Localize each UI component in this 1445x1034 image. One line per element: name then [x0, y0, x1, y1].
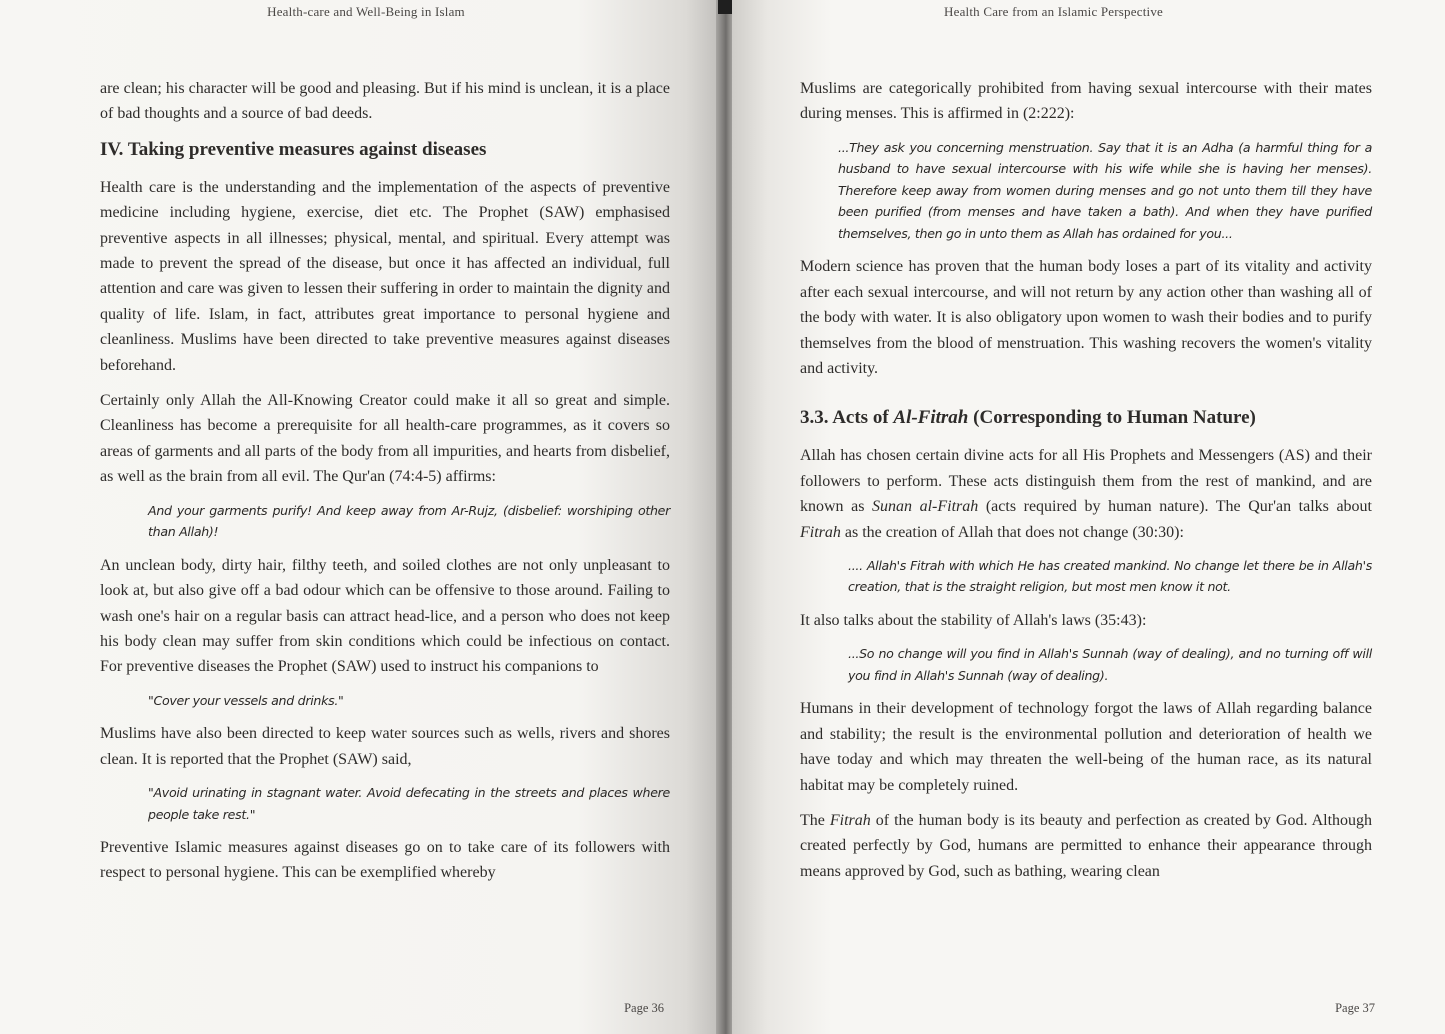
left-page-content [100, 76, 670, 896]
paragraph: Health care is the understanding and the implementation of the aspects of preventive medicine including hygiene, exercise, diet etc. The Prophet (SAW) emphasised preventive aspects in all illnesses; physical, mental, and spiritual. Every attempt was made to prevent the spread of the disease, but once it has affected an individual, full attention and care was given to lessen their suffering in order to maintain the dignity and quality of life. Islam, in fact, attributes great importance to personal hygiene and cleanliness. Muslims have been directed to take preventive measures against diseases beforehand. [100, 178, 670, 374]
quran-quote: And your garments purify! And keep away from Ar-Rujz, (disbelief: worshiping other than Allah)! [148, 502, 670, 540]
running-head-left: Health-care and Well-Being in Islam [267, 4, 465, 19]
heading-italic-term: Al-Fitrah [893, 407, 969, 429]
section-heading: IV. Taking preventive measures against diseases [100, 138, 487, 160]
paragraph: Certainly only Allah the All-Knowing Creator could make it all so great and simple. Cleanliness has become a prerequisite for all health-care programmes, as it covers so areas of garments and all parts of the body from all impurities, and hearts from disbelief, as well as the brain from all evil. The Qur'an (74:4-5) affirms: [100, 392, 670, 486]
paragraph: Muslims are categorically prohibited from having sexual intercourse with their mates during menses. This is affirmed in (2:222): [800, 80, 1372, 123]
paragraph: It also talks about the stability of Allah's laws (35:43): [800, 611, 1147, 629]
text-run: of the human body is its beauty and perfection as created by God. Although created perfectly by God, humans are permitted to enhance their appearance through means approved by God, such as bathing, wearing clean [800, 812, 1373, 880]
paragraph: Muslims have also been directed to keep water sources such as wells, rivers and shores clean. It is reported that the Prophet (SAW) said, [100, 725, 670, 768]
italic-term: Fitrah [800, 523, 841, 541]
text-run: as the creation of Allah that does not change (30:30): [840, 523, 1184, 541]
paragraph: Preventive Islamic measures against diseases go on to take care of its followers with respect to personal hygiene. This can be exemplified whereby [100, 839, 670, 882]
paragraph: An unclean body, dirty hair, filthy teeth, and soiled clothes are not only unpleasant to look at, but also give off a bad odour which can be offensive to those around. Failing to wash one's hair on a regular basis can attract head-lice, and a person who does not keep his body clean may suffer from skin conditions which could be infectious on contact. For preventive diseases the Prophet (SAW) used to instruct his companions to [100, 556, 670, 676]
running-head-right: Health Care from an Islamic Perspective [944, 4, 1163, 19]
right-page-content [800, 76, 1372, 894]
right-page [732, 0, 1445, 1034]
paragraph: are clean; his character will be good and pleasing. But if his mind is unclean, it is a place of bad thoughts and a source of bad deeds. [100, 80, 670, 123]
text-run: The [800, 812, 830, 829]
quran-quote: ...So no change will you find in Allah's Sunnah (way of dealing), and no turning off will you find in Allah's Sunnah (way of dealing). [848, 646, 1372, 683]
quran-quote: .... Allah's Fitrah with which He has created mankind. No change let there be in Allah's creation, that is the straight religion, but most men know it not. [848, 557, 1372, 595]
quran-quote: ...They ask you concerning menstruation. Say that it is an Adha (a harmful thing for a husband to have sexual intercourse with his wife while she is having her menses). Therefore keep away from women during menses and go not unto them till they have been purified (from menses and have taken a bath). And when they have purified themselves, then go in unto them as Allah has ordained for you... [838, 139, 1372, 241]
hadith-quote: "Cover your vessels and drinks." [148, 692, 344, 708]
text-run: Allah has chosen certain divine acts for all His Prophets and Messengers (AS) and their followers to perform. These acts distinguish them from the rest of mankind, and are known as [800, 447, 1372, 516]
section-heading [800, 405, 1372, 431]
left-page [0, 0, 722, 1034]
italic-term: Sunan al-Fitrah [872, 498, 979, 516]
text-run: (acts required by human nature). The Qur'an talks about [978, 498, 1373, 516]
heading-text: 3.3. Acts of [800, 407, 894, 429]
heading-text: (Corresponding to Human Nature) [968, 407, 1256, 429]
paragraph: Humans in their development of technology forgot the laws of Allah regarding balance and stability; the result is the environmental pollution and deterioration of health we have today and which may threaten the well-being of the human race, as its natural habitat may be completely ruined. [800, 700, 1372, 794]
hadith-quote: "Avoid urinating in stagnant water. Avoid defecating in the streets and places where people take rest." [148, 785, 670, 822]
page-number-left: Page 36 [624, 1001, 664, 1015]
italic-term: Fitrah [829, 812, 871, 829]
page-number-right: Page 37 [1335, 1001, 1375, 1015]
paragraph [800, 443, 1372, 545]
paragraph: Modern science has proven that the human body loses a part of its vitality and activity after each sexual intercourse, and will not return by any action other than washing all of the body with water. It is also obligatory upon women to wash their bodies and to purify themselves from the blood of menstruation. This washing recovers the women's vitality and activity. [800, 258, 1372, 377]
paragraph [800, 808, 1372, 884]
